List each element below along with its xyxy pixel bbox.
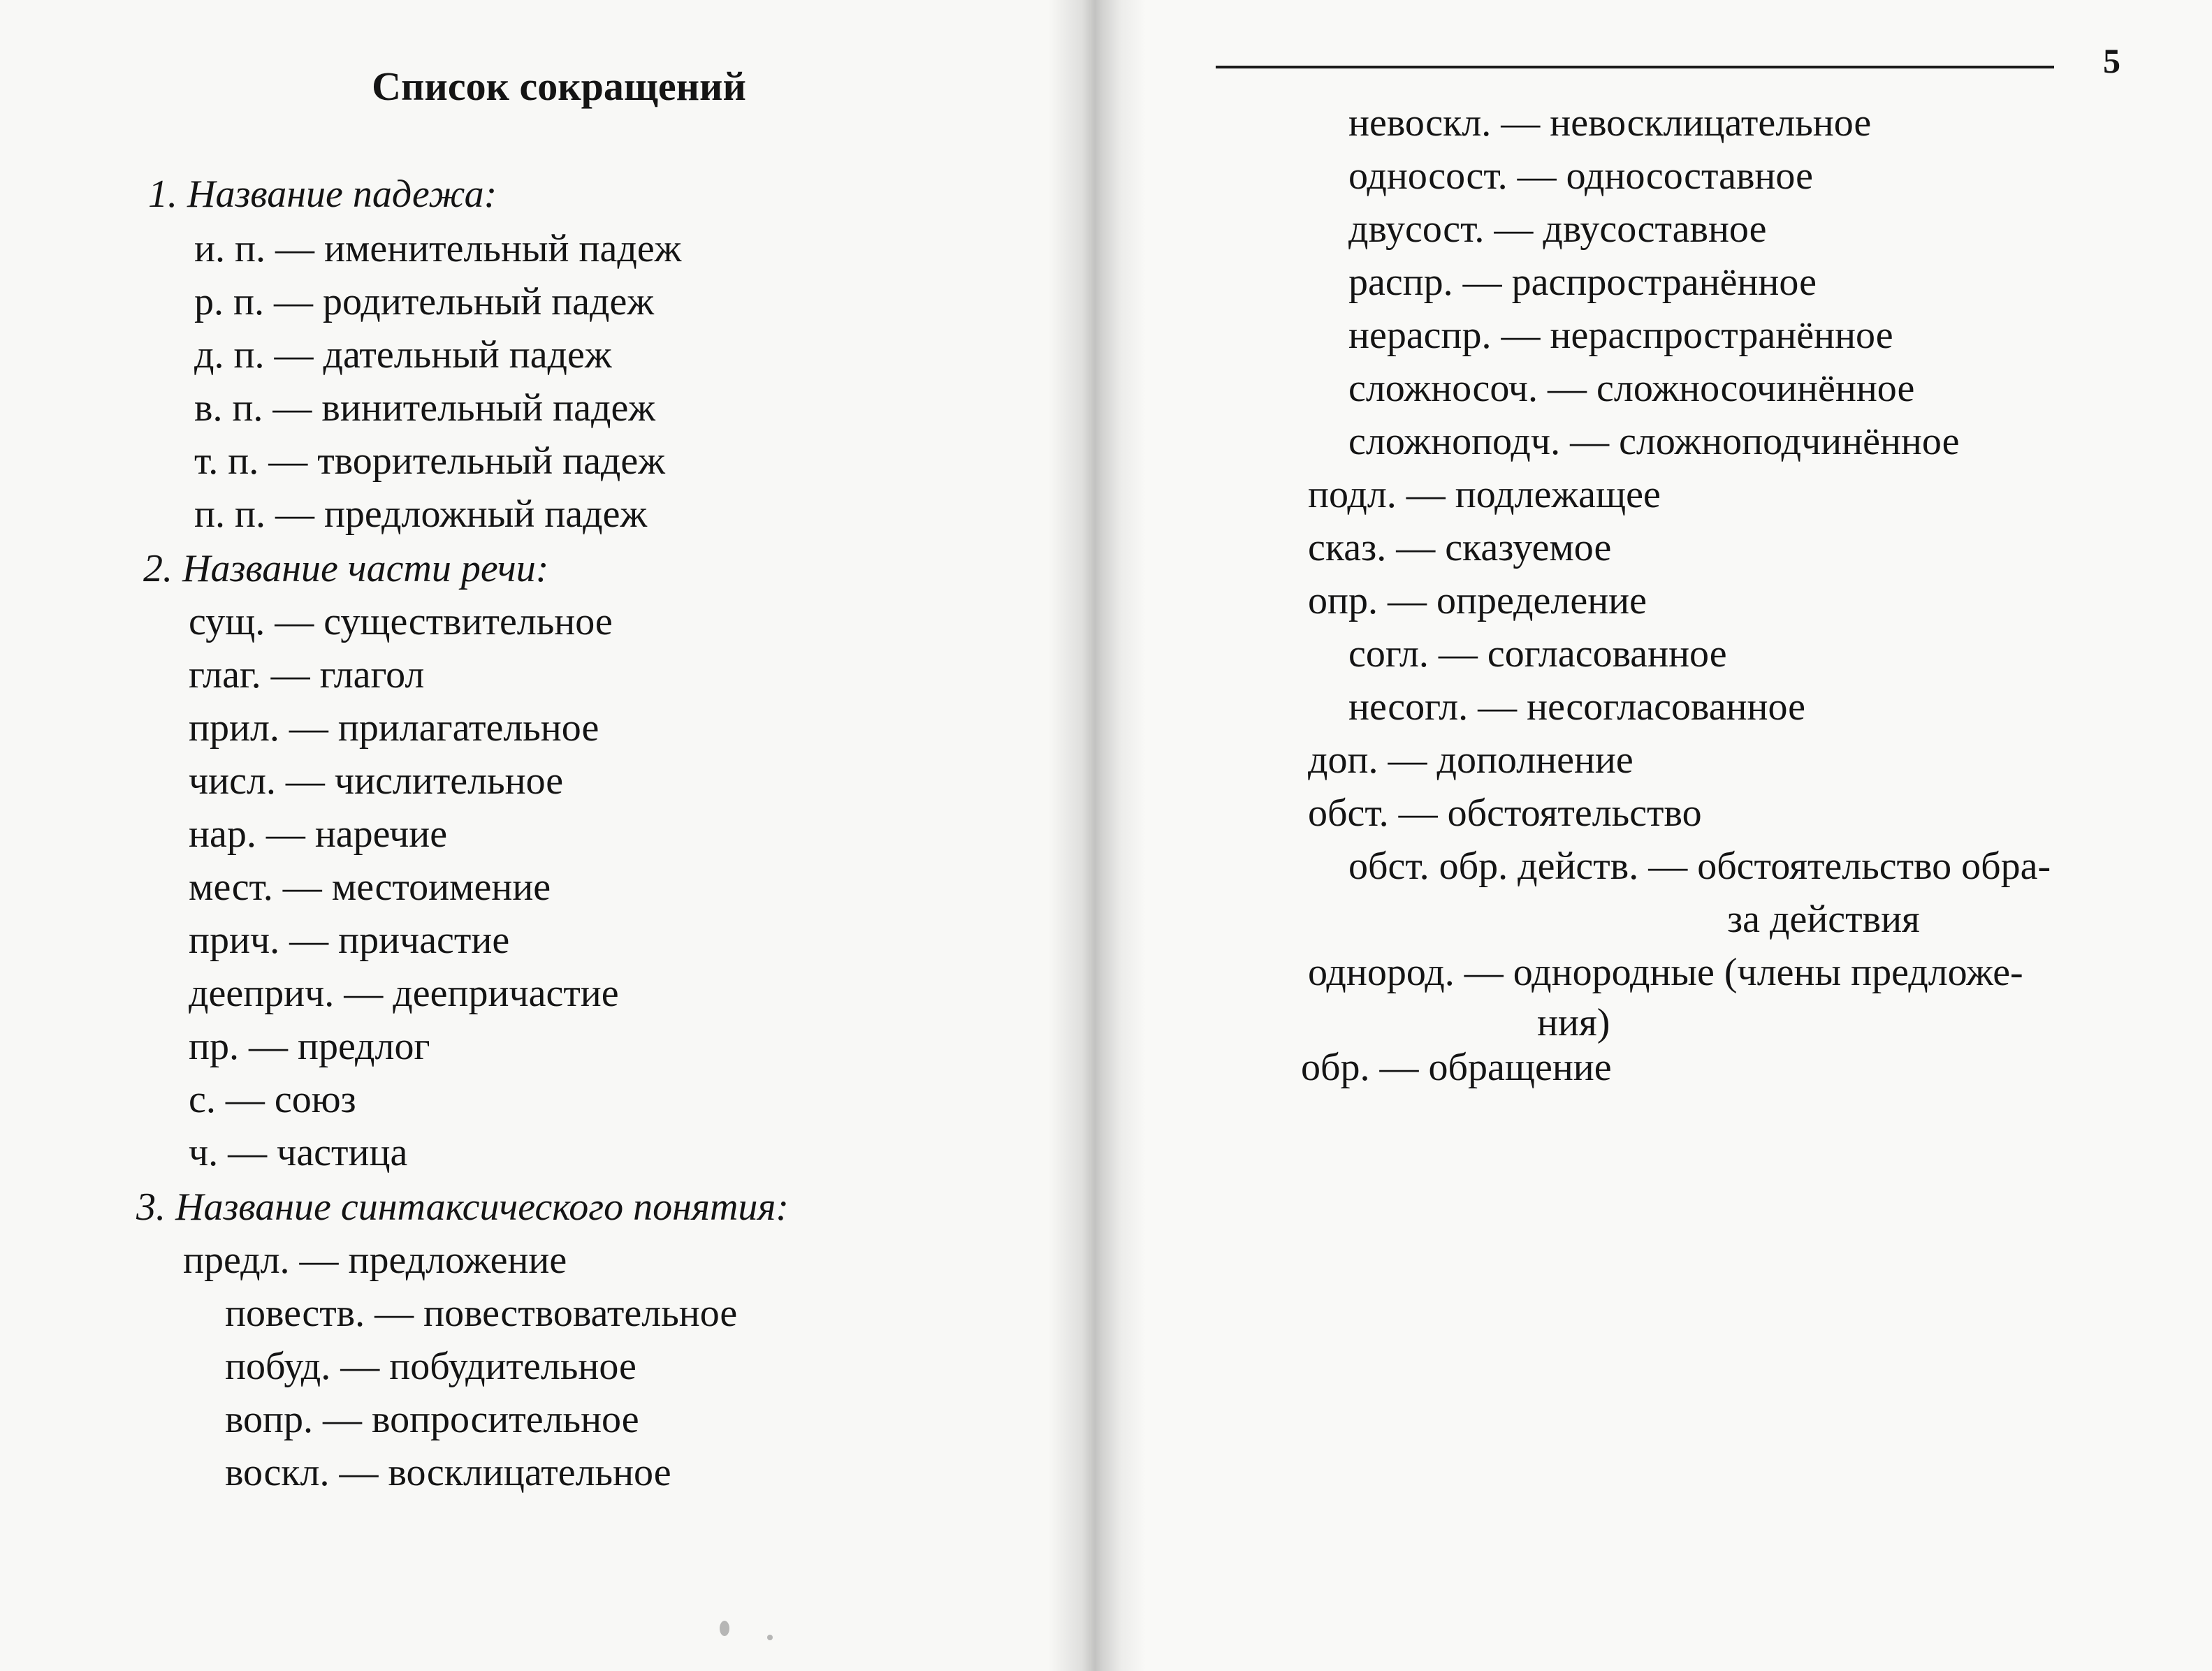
abbreviation-line: распр. — распространённое	[1348, 261, 1817, 304]
abbreviation-line: воскл. — восклицательное	[225, 1451, 671, 1494]
abbreviation-line: однород. — однородные (члены предложе-	[1308, 951, 2023, 994]
abbreviation-line: предл. — предложение	[183, 1239, 567, 1282]
abbreviation-line: доп. — дополнение	[1308, 738, 1633, 782]
abbreviation-line: в. п. — винительный падеж	[194, 386, 655, 430]
section-heading: 2. Название части речи:	[143, 547, 549, 590]
abbreviation-line: сказ. — сказуемое	[1308, 526, 1612, 569]
abbreviation-line: обр. — обращение	[1301, 1046, 1612, 1089]
abbreviation-line: глаг. — глагол	[189, 653, 425, 696]
abbreviation-line: повеств. — повествовательное	[225, 1292, 738, 1335]
abbreviation-line: подл. — подлежащее	[1308, 473, 1661, 516]
abbreviation-line: и. п. — именительный падеж	[194, 227, 682, 270]
print-speck	[720, 1621, 729, 1636]
abbreviation-line: несогл. — несогласованное	[1348, 685, 1806, 729]
abbreviation-line: обст. обр. действ. — обстоятельство обра-	[1348, 845, 2051, 888]
abbreviation-line: р. п. — родительный падеж	[194, 280, 655, 323]
abbreviation-line: сложноподч. — сложноподчинённое	[1348, 420, 1960, 463]
abbreviation-line: нар. — наречие	[189, 812, 448, 856]
section-heading: 1. Название падежа:	[148, 173, 497, 216]
abbreviation-line: нераспр. — нераспространённое	[1348, 314, 1893, 357]
abbreviation-line: прич. — причастие	[189, 919, 510, 962]
abbreviation-line: односост. — односоставное	[1348, 154, 1813, 198]
header-rule	[1216, 66, 2054, 68]
abbreviation-line: с. — союз	[189, 1078, 356, 1121]
abbreviation-line: числ. — числительное	[189, 759, 564, 803]
abbreviation-line: прил. — прилагательное	[189, 706, 599, 750]
abbreviation-line: опр. — определение	[1308, 579, 1647, 622]
section-heading: 3. Название синтаксического понятия:	[136, 1185, 790, 1229]
abbreviation-line: обст. — обстоятельство	[1308, 791, 1702, 835]
abbreviation-line: сложносоч. — сложносочинённое	[1348, 367, 1915, 410]
abbreviation-line: ч. — частица	[189, 1131, 408, 1174]
book-gutter	[1048, 0, 1146, 1671]
abbreviation-line: невоскл. — невосклицательное	[1348, 101, 1872, 145]
abbreviation-line: сущ. — существительное	[189, 600, 613, 643]
abbreviation-line: п. п. — предложный падеж	[194, 492, 648, 536]
page-number: 5	[2103, 41, 2120, 80]
abbreviation-line: дееприч. — деепричастие	[189, 972, 619, 1015]
abbreviation-line: ния)	[1537, 1001, 1610, 1044]
abbreviation-line: пр. — предлог	[189, 1025, 430, 1068]
page-title: Список сокращений	[372, 64, 746, 109]
abbreviation-line: за действия	[1727, 898, 1920, 941]
print-speck	[767, 1635, 773, 1640]
abbreviation-line: побуд. — побудительное	[225, 1345, 636, 1388]
abbreviation-line: мест. — местоимение	[189, 866, 551, 909]
abbreviation-line: д. п. — дательный падеж	[194, 333, 612, 377]
abbreviation-line: т. п. — творительный падеж	[194, 439, 665, 483]
abbreviation-line: согл. — согласованное	[1348, 632, 1727, 676]
abbreviation-line: вопр. — вопросительное	[225, 1398, 639, 1441]
abbreviation-line: двусост. — двусоставное	[1348, 207, 1767, 251]
